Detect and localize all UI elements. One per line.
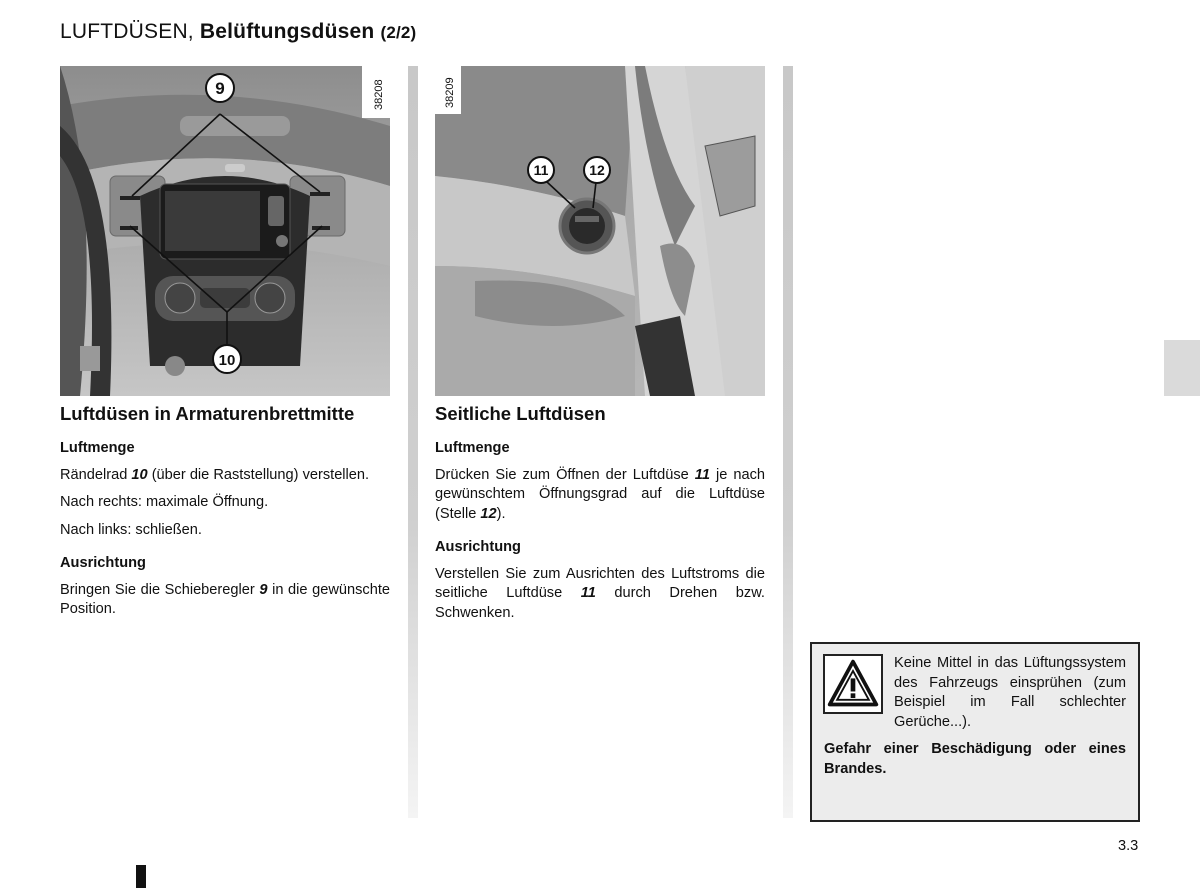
column-separator-left [408, 66, 418, 818]
text-fragment: durch Drehen bzw. Schwenken. [435, 585, 765, 621]
text-fragment: Bringen Sie die Schieberegler [60, 581, 260, 598]
dashboard-illustration [60, 66, 390, 396]
subheading-direction: Ausrichtung [435, 539, 521, 555]
callout-9: 9 [215, 79, 225, 98]
ref-number-9: 9 [259, 581, 268, 598]
text-fragment: Drücken Sie zum Öffnen der Luftdüse [435, 466, 695, 483]
page-title-main: Belüftungsdüsen [199, 20, 375, 43]
page-title-continuation: (2/2) [380, 23, 417, 42]
figure-ref-38208: 38208 [373, 79, 385, 110]
paragraph-right-open: Nach rechts: maximale Öffnung. [60, 494, 269, 510]
paragraph-thumbwheel [60, 466, 390, 486]
paragraph-rotate-vent [435, 565, 765, 624]
ref-number-11: 11 [694, 466, 710, 483]
paragraph-press-vent [435, 466, 765, 525]
callout-12: 12 [589, 162, 605, 178]
paragraph-sliders [60, 581, 390, 620]
heading-side-vents: Seitliche Luftdüsen [435, 403, 606, 424]
column-center-vents [60, 402, 390, 628]
text-fragment: je nach gewünschtem Öffnungsgrad auf die Luftdüse (Stelle [435, 466, 765, 522]
figure-side-vents [435, 66, 765, 396]
column-separator-right [783, 66, 793, 818]
text-fragment: (über die Raststellung) verstellen. [147, 466, 370, 483]
callout-10: 10 [218, 352, 236, 369]
subheading-direction: Ausrichtung [60, 555, 146, 571]
figure-ref-38209: 38209 [444, 77, 456, 108]
text-fragment: in die gewünschte Position. [60, 581, 390, 617]
chapter-tab [1164, 340, 1200, 396]
text-fragment: ). [496, 505, 506, 522]
warning-triangle-icon [823, 654, 883, 714]
side-vent-illustration [435, 66, 765, 396]
paragraph-left-close: Nach links: schließen. [60, 521, 202, 538]
ref-number-11: 11 [580, 585, 596, 601]
text-fragment: Rändelrad [60, 466, 132, 483]
callout-11: 11 [533, 162, 549, 178]
subheading-air-volume: Luftmenge [435, 440, 510, 456]
ref-number-12: 12 [480, 505, 497, 522]
page-title-caps: LUFTDÜSEN, [60, 20, 194, 43]
crop-mark [136, 865, 146, 888]
column-side-vents [435, 402, 765, 631]
page-title [60, 20, 416, 44]
warning-text: Keine Mittel in das Lüftungssystem des Fahrzeugs einsprühen (zum Beispiel im Fall schlechter Gerüche...). [894, 655, 1126, 730]
figure-dashboard-center-vents [60, 66, 390, 396]
text-fragment: Verstellen Sie zum Ausrichten des Luftstroms die seitliche Luftdüse [435, 565, 765, 601]
ref-number-10: 10 [131, 466, 148, 483]
heading-center-vents: Luftdüsen in Armaturenbrettmitte [60, 403, 355, 424]
warning-danger-text: Gefahr einer Beschädigung oder eines Brandes. [824, 741, 1126, 777]
subheading-air-volume: Luftmenge [60, 440, 135, 456]
warning-box [810, 642, 1140, 822]
page-number: 3.3 [1118, 838, 1139, 854]
